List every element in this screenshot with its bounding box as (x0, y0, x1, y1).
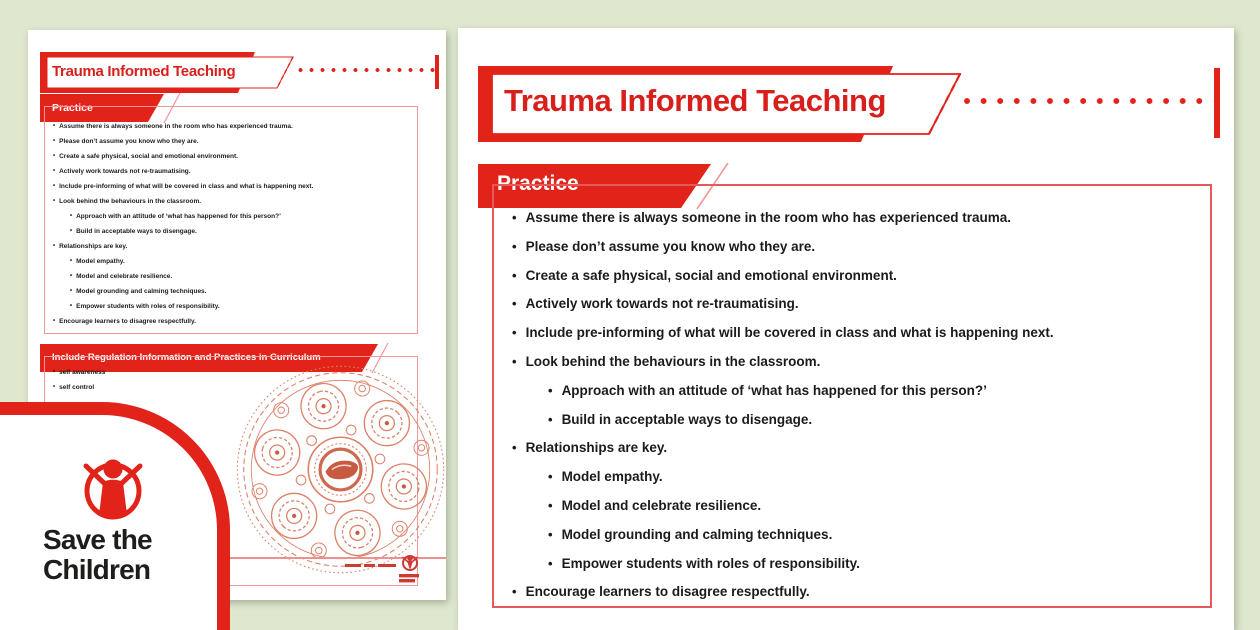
bullet-item (510, 239, 1196, 254)
practice-section-label: Practice (52, 102, 93, 114)
bullet-item (510, 325, 1196, 340)
practice-section-label: Practice (497, 172, 579, 195)
bullet-text: • self control (59, 384, 95, 391)
preview-page (458, 28, 1234, 630)
bullet-item (53, 138, 409, 145)
bullet-item (53, 198, 409, 205)
bullet-text: • Actively work towards not re-traumatising. (59, 168, 191, 175)
bullet-item (510, 383, 1196, 398)
bullet-text: • Include pre-informing of what will be covered in class and what is happening next. (59, 183, 314, 190)
bullet-item (510, 527, 1196, 542)
bullet-text: • Build in acceptable ways to disengage. (561, 411, 813, 427)
footer-credit-text (345, 564, 396, 567)
bullet-text: • Model grounding and calming techniques. (561, 526, 833, 542)
bullet-item (53, 288, 409, 295)
bullet-text: • Create a safe physical, social and emotional environment. (59, 153, 238, 160)
bullet-text: • Look behind the behaviours in the classroom. (525, 353, 821, 369)
bullet-text: • Build in acceptable ways to disengage. (76, 228, 197, 235)
bullet-item (53, 183, 409, 190)
bullet-item (510, 296, 1196, 311)
footer-logo-icon (396, 554, 422, 586)
bullet-text: • Assume there is always someone in the room who has experienced trauma. (59, 123, 293, 130)
bullet-item (510, 498, 1196, 513)
bullet-item (510, 354, 1196, 369)
bullet-text: • Model empathy. (76, 258, 125, 265)
practice-bullet-list (45, 107, 417, 325)
bullet-text: • Empower students with roles of responsibility. (561, 555, 860, 571)
bullet-text: • Model and celebrate resilience. (561, 497, 762, 513)
save-the-children-emblem-icon (75, 449, 151, 525)
page-title: Trauma Informed Teaching (504, 83, 886, 118)
dotted-line-decoration (963, 97, 1213, 105)
save-the-children-wordmark (43, 525, 152, 585)
page-title: Trauma Informed Teaching (52, 63, 236, 80)
bullet-text: • Include pre-informing of what will be covered in class and what is happening next. (525, 325, 1054, 341)
bullet-text: • Encourage learners to disagree respectfully. (59, 318, 196, 325)
mandala-illustration (233, 362, 446, 577)
dotted-line-decoration (298, 67, 440, 73)
bullet-item (510, 210, 1196, 225)
practice-bullet-list (494, 186, 1210, 599)
bullet-text: • Empower students with roles of responsibility. (76, 303, 220, 310)
curriculum-section-label: Include Regulation Information and Practices in Curriculum (52, 352, 321, 363)
bullet-item (53, 243, 409, 250)
practice-section-box (44, 106, 418, 334)
bullet-text: • Create a safe physical, social and emotional environment. (525, 267, 897, 283)
bullet-item (53, 123, 409, 130)
bullet-item (510, 469, 1196, 484)
bullet-item (510, 440, 1196, 455)
bullet-item (53, 153, 409, 160)
bullet-text: • self awareness (59, 369, 106, 376)
bullet-item (53, 303, 409, 310)
edge-bar-decoration (1214, 68, 1220, 138)
wordmark-line2: Children (43, 554, 151, 585)
bullet-item (53, 258, 409, 265)
bullet-text: • Assume there is always someone in the room who has experienced trauma. (525, 210, 1011, 225)
bullet-text: • Model and celebrate resilience. (76, 273, 173, 280)
bullet-text: • Relationships are key. (525, 440, 668, 456)
bullet-text: • Relationships are key. (59, 243, 128, 250)
bullet-item (510, 412, 1196, 427)
bullet-text: • Actively work towards not re-traumatising. (525, 296, 799, 312)
bullet-text: • Model grounding and calming techniques. (76, 288, 207, 295)
bullet-item (53, 273, 409, 280)
bullet-item (510, 556, 1196, 571)
bullet-item (53, 213, 409, 220)
bullet-text: • Approach with an attitude of ‘what has happened for this person?’ (561, 382, 987, 398)
bullet-text: • Please don’t assume you know who they are. (59, 138, 199, 145)
wordmark-line1: Save the (43, 524, 152, 555)
bullet-text: • Approach with an attitude of ‘what has happened for this person?’ (76, 213, 281, 220)
bullet-item (510, 268, 1196, 283)
bullet-text: • Look behind the behaviours in the classroom. (59, 198, 202, 205)
edge-bar-decoration (435, 55, 439, 89)
bullet-text: • Encourage learners to disagree respectfully. (525, 584, 810, 600)
bullet-text: • Model empathy. (561, 469, 663, 485)
bullet-text: • Please don’t assume you know who they are. (525, 238, 816, 254)
bullet-item (510, 584, 1196, 599)
bullet-item (53, 318, 409, 325)
bullet-item (53, 228, 409, 235)
bullet-item (53, 168, 409, 175)
practice-section-box (492, 184, 1212, 608)
